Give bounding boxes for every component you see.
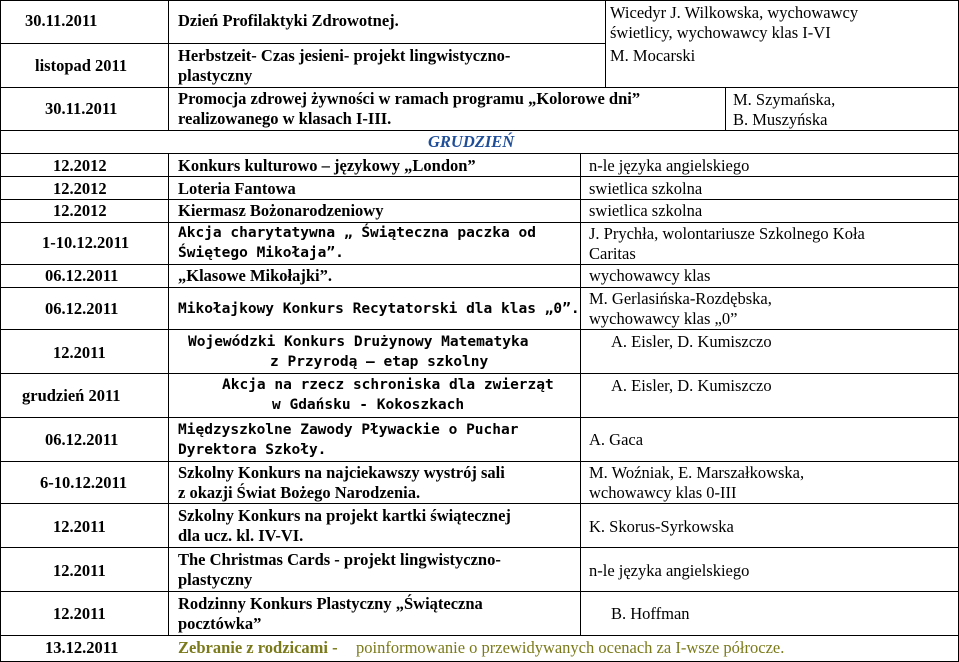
date-cell: 06.12.2011 — [45, 299, 119, 318]
event-cell-line2: Dyrektora Szkoły. — [178, 442, 327, 458]
person-cell: wychowawcy klas — [589, 266, 711, 285]
person-cell: A. Eisler, D. Kumiszczo — [611, 332, 772, 351]
event-cell-line2: z okazji Świat Bożego Narodzenia. — [178, 483, 421, 502]
event-cell-line1: Międzyszkolne Zawody Pływackie o Puchar — [178, 422, 519, 438]
person-cell: swietlica szkolna — [589, 201, 703, 220]
person-cell-line1: M. Gerlasińska-Rozdębska, — [589, 289, 772, 308]
event-cell-line2: plastyczny — [178, 570, 253, 589]
person-cell: A. Eisler, D. Kumiszczo — [611, 376, 772, 395]
date-cell: 30.11.2011 — [45, 99, 118, 118]
person-cell-line2: wchowawcy klas 0-III — [589, 483, 737, 502]
person-cell-line1: M. Szymańska, — [733, 90, 836, 109]
event-cell-line2: plastyczny — [178, 66, 253, 85]
event-cell-line1: Akcja charytatywna „ Świąteczna paczka od — [178, 225, 536, 241]
event-cell-line1: Rodzinny Konkurs Plastyczny „Świąteczna — [178, 594, 483, 613]
person-cell-line2: B. Muszyńska — [733, 110, 828, 129]
person-cell-line2: świetlicy, wychowawcy klas I-VI — [610, 23, 831, 42]
date-cell: listopad 2011 — [35, 56, 128, 75]
person-cell: n-le języka angielskiego — [589, 561, 750, 580]
date-cell: 12.2012 — [53, 179, 107, 198]
event-cell-line2: Świętego Mikołaja”. — [178, 245, 344, 261]
event-cell-line1: Herbstzeit- Czas jesieni- projekt lingwistyczno- — [178, 46, 511, 65]
person-cell-line2: Caritas — [589, 244, 636, 263]
event-cell: Mikołajkowy Konkurs Recytatorski dla klas „0”. — [178, 301, 580, 317]
event-cell-line1: The Christmas Cards - projekt lingwistyczno- — [178, 550, 501, 569]
person-cell: A. Gaca — [589, 430, 644, 449]
person-cell-line2: wychowawcy klas „0” — [589, 309, 738, 328]
date-cell: grudzień 2011 — [22, 386, 121, 405]
event-cell-line1: Promocja zdrowej żywności w ramach programu „Kolorowe dni” — [178, 89, 641, 108]
notice-lead: Zebranie z rodzicami - — [178, 638, 338, 657]
notice-text: poinformowanie o przewidywanych ocenach za I-wsze półrocze. — [356, 638, 785, 657]
date-cell: 12.2011 — [53, 561, 106, 580]
date-cell: 06.12.2011 — [45, 266, 119, 285]
date-cell: 12.2012 — [53, 156, 107, 175]
date-cell: 30.11.2011 — [25, 11, 98, 30]
date-cell: 12.2011 — [53, 517, 106, 536]
event-cell-line2: realizowanego w klasach I-III. — [178, 109, 392, 128]
person-cell: B. Hoffman — [611, 604, 690, 623]
event-cell-line1: Szkolny Konkurs na najciekawszy wystrój sali — [178, 463, 505, 482]
event-cell: Loteria Fantowa — [178, 179, 296, 198]
event-cell-line2: z Przyrodą – etap szkolny — [270, 354, 489, 370]
person-cell: Wicedyr J. Wilkowska, wychowawcy — [610, 3, 859, 22]
event-cell-line2: pocztówka” — [178, 614, 262, 633]
event-cell-line2: dla ucz. kl. IV-VI. — [178, 526, 304, 545]
person-cell: swietlica szkolna — [589, 179, 703, 198]
event-cell: Dzień Profilaktyki Zdrowotnej. — [178, 11, 399, 30]
event-cell-line1: Akcja na rzecz schroniska dla zwierząt — [222, 377, 554, 393]
person-cell: n-le języka angielskiego — [589, 156, 750, 175]
person-cell: M. Mocarski — [610, 46, 696, 65]
event-cell-line1: Wojewódzki Konkurs Drużynowy Matematyka — [188, 334, 529, 350]
date-cell: 12.2012 — [53, 201, 107, 220]
person-cell-line1: J. Prychła, wolontariusze Szkolnego Koła — [589, 224, 865, 243]
person-cell: K. Skorus-Syrkowska — [589, 517, 734, 536]
event-cell: Konkurs kulturowo – językowy „London” — [178, 156, 476, 175]
section-title: GRUDZIEŃ — [428, 132, 515, 151]
person-cell-line1: M. Woźniak, E. Marszałkowska, — [589, 463, 805, 482]
event-cell: „Klasowe Mikołajki”. — [178, 266, 333, 285]
event-cell-line2: w Gdańsku - Kokoszkach — [272, 397, 465, 413]
event-cell: Kiermasz Bożonarodzeniowy — [178, 201, 384, 220]
date-cell: 13.12.2011 — [45, 638, 119, 657]
date-cell: 12.2011 — [53, 343, 106, 362]
date-cell: 06.12.2011 — [45, 430, 119, 449]
date-cell: 1-10.12.2011 — [42, 233, 130, 252]
event-cell-line1: Szkolny Konkurs na projekt kartki świątecznej — [178, 506, 511, 525]
date-cell: 6-10.12.2011 — [40, 473, 128, 492]
date-cell: 12.2011 — [53, 604, 106, 623]
